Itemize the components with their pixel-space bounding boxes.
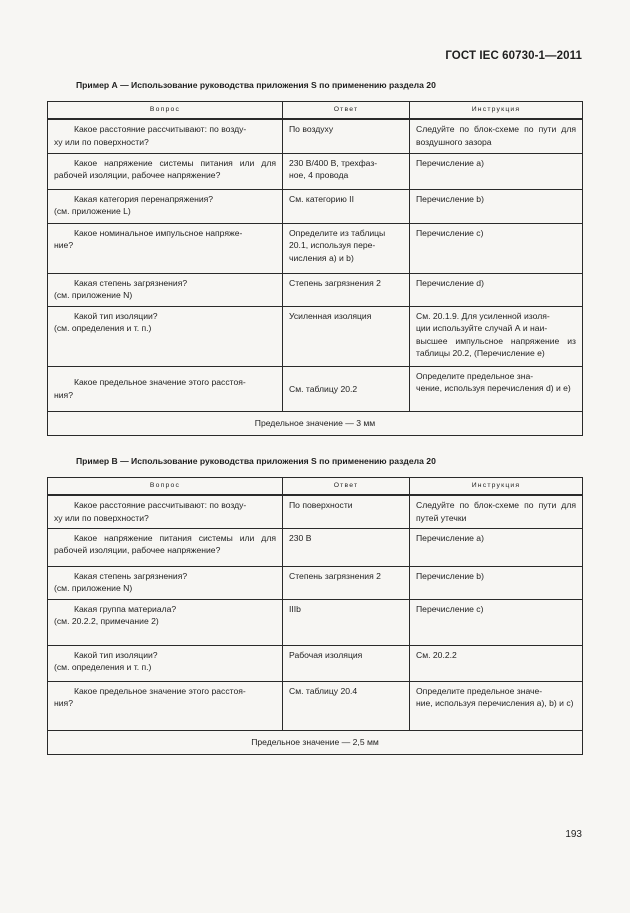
question-cell: Какая категория перенапряжения? (см. приложение L)	[48, 189, 283, 223]
answer-cell: См. категорию II	[283, 189, 410, 223]
answer-cell: Степень загрязнения 2	[283, 273, 410, 306]
column-header-question: Вопрос	[48, 478, 283, 496]
column-header-question: Вопрос	[48, 102, 283, 120]
instruction-cell: Перечисление b)	[410, 566, 583, 599]
question-cell: Какое расстояние рассчитывают: по возду- ху или по поверхности?	[48, 119, 283, 153]
example-b-table	[47, 477, 583, 755]
table-row	[48, 153, 583, 189]
answer-cell: Усиленная изоляция	[283, 306, 410, 366]
answer-cell: См. таблицу 20.2	[283, 366, 410, 411]
total-row	[48, 411, 583, 435]
question-cell: Какой тип изоляции? (см. определения и т. п.)	[48, 645, 283, 681]
answer-cell: Степень загрязнения 2	[283, 566, 410, 599]
question-cell: Какое расстояние рассчитывают: по возду- ху или по поверхности?	[48, 495, 283, 528]
table-row	[48, 366, 583, 411]
table-row	[48, 189, 583, 223]
table-row	[48, 528, 583, 566]
instruction-cell: Перечисление b)	[410, 189, 583, 223]
instruction-cell: Перечисление с)	[410, 599, 583, 645]
example-a-caption: Пример А — Использование руководства приложения S по применению раздела 20	[76, 80, 436, 90]
question-cell: Какое номинальное импульсное напряже- ние?	[48, 223, 283, 273]
instruction-cell: См. 20.1.9. Для усиленной изоля- ции используйте случай А и наи- высшее импульсное напряжение из таблицы 20.2, (Перечисление е)	[410, 306, 583, 366]
instruction-cell: Перечисление а)	[410, 528, 583, 566]
instruction-cell: Определите предельное значе- ние, используя перечисления а), b) и с)	[410, 681, 583, 730]
question-cell: Какое предельное значение этого расстоя- ния?	[48, 681, 283, 730]
table-row	[48, 645, 583, 681]
total-row	[48, 730, 583, 754]
question-cell: Какое предельное значение этого расстоя- ния?	[48, 366, 283, 411]
answer-cell: По воздуху	[283, 119, 410, 153]
column-header-instruction: Инструкция	[410, 478, 583, 496]
instruction-cell: См. 20.2.2	[410, 645, 583, 681]
answer-cell: По поверхности	[283, 495, 410, 528]
question-cell: Какая степень загрязнения? (см. приложение N)	[48, 566, 283, 599]
answer-cell: См. таблицу 20.4	[283, 681, 410, 730]
answer-cell: IIIb	[283, 599, 410, 645]
question-cell: Какое напряжение питания системы или для рабочей изоляции, рабочее напряжение?	[48, 528, 283, 566]
instruction-cell: Перечисление а)	[410, 153, 583, 189]
table-row	[48, 119, 583, 153]
instruction-cell: Определите предельное зна- чение, используя перечисления d) и е)	[410, 366, 583, 411]
table-row	[48, 306, 583, 366]
table-row	[48, 495, 583, 528]
question-cell: Какая степень загрязнения? (см. приложение N)	[48, 273, 283, 306]
question-cell: Какой тип изоляции? (см. определения и т. п.)	[48, 306, 283, 366]
instruction-cell: Следуйте по блок-схеме по пути для путей утечки	[410, 495, 583, 528]
table-row	[48, 681, 583, 730]
column-header-instruction: Инструкция	[410, 102, 583, 120]
table-row	[48, 599, 583, 645]
page-number: 193	[565, 829, 582, 840]
question-cell: Какое напряжение системы питания или для рабочей изоляции, рабочее напряжение?	[48, 153, 283, 189]
instruction-cell: Перечисление с)	[410, 223, 583, 273]
table-row	[48, 273, 583, 306]
answer-cell: 230 В/400 В, трехфаз- ное, 4 провода	[283, 153, 410, 189]
limit-value-total: Предельное значение — 2,5 мм	[48, 730, 583, 754]
example-b-caption: Пример В — Использование руководства приложения S по применению раздела 20	[76, 456, 436, 466]
column-header-answer: Ответ	[283, 478, 410, 496]
example-a-table	[47, 101, 583, 436]
column-header-answer: Ответ	[283, 102, 410, 120]
answer-cell: Рабочая изоляция	[283, 645, 410, 681]
question-cell: Какая группа материала? (см. 20.2.2, примечание 2)	[48, 599, 283, 645]
instruction-cell: Следуйте по блок-схеме по пути для воздушного зазора	[410, 119, 583, 153]
limit-value-total: Предельное значение — 3 мм	[48, 411, 583, 435]
table-row	[48, 566, 583, 599]
table-row	[48, 223, 583, 273]
answer-cell: 230 В	[283, 528, 410, 566]
document-standard-header: ГОСТ IEC 60730-1—2011	[445, 50, 582, 62]
instruction-cell: Перечисление d)	[410, 273, 583, 306]
answer-cell: Определите из таблицы 20.1, используя пере- числения а) и b)	[283, 223, 410, 273]
